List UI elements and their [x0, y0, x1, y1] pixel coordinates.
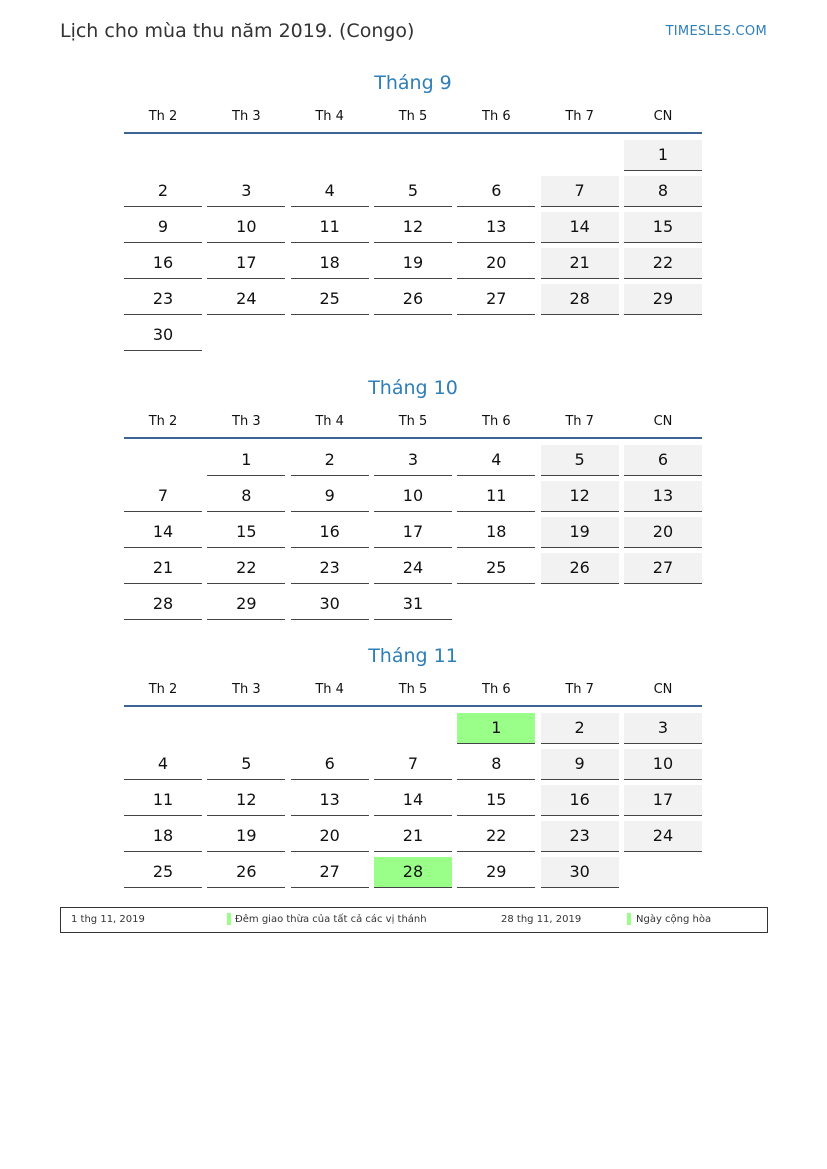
week-row	[124, 443, 702, 479]
day-cell[interactable]: 11	[291, 212, 369, 243]
day-cell[interactable]: 21	[124, 553, 202, 584]
empty-day-cell	[374, 713, 452, 743]
day-cell[interactable]: 12	[374, 212, 452, 243]
week-row	[124, 282, 702, 318]
legend-name-2: Ngày cộng hòa	[636, 914, 712, 925]
weekday-label: Th 4	[315, 682, 344, 697]
day-cell[interactable]: 29	[457, 857, 535, 888]
day-cell[interactable]: 25	[124, 857, 202, 888]
day-cell[interactable]: 3	[624, 713, 702, 744]
empty-day-cell	[457, 320, 535, 350]
empty-day-cell	[624, 320, 702, 350]
day-cell[interactable]: 21	[374, 821, 452, 852]
day-cell[interactable]: 13	[457, 212, 535, 243]
empty-day-cell	[291, 140, 369, 170]
day-cell[interactable]: 31	[374, 589, 452, 620]
holiday-swatch-2	[627, 913, 631, 925]
empty-day-cell	[624, 589, 702, 619]
day-cell[interactable]: 22	[457, 821, 535, 852]
weekday-label: Th 6	[482, 682, 511, 697]
weekday-header-row	[124, 681, 702, 705]
legend-date-1: 1 thg 11, 2019	[71, 914, 145, 925]
day-cell[interactable]: 22	[624, 248, 702, 279]
day-cell[interactable]: 5	[541, 445, 619, 476]
day-cell[interactable]: 10	[374, 481, 452, 512]
weekday-label: Th 2	[148, 414, 178, 429]
day-cell[interactable]: 30	[291, 589, 369, 620]
weekday-label: Th 5	[398, 414, 428, 429]
day-cell[interactable]: 14	[541, 212, 619, 243]
day-cell[interactable]: 9	[124, 212, 202, 243]
empty-day-cell	[124, 140, 202, 170]
day-cell[interactable]: 27	[291, 857, 369, 888]
empty-day-cell	[291, 713, 369, 743]
day-cell[interactable]: 29	[207, 589, 285, 620]
day-cell[interactable]: 7	[374, 749, 452, 780]
day-cell[interactable]: 28	[541, 284, 619, 315]
week-row	[124, 210, 702, 246]
day-cell[interactable]: 20	[624, 517, 702, 548]
weekday-label: Th 6	[482, 414, 511, 429]
weekday-label: Th 3	[232, 109, 261, 124]
header-divider	[124, 705, 702, 707]
month-november	[124, 641, 702, 891]
day-cell[interactable]: 15	[624, 212, 702, 243]
day-cell[interactable]: 8	[207, 481, 285, 512]
week-row	[124, 515, 702, 551]
legend-date-2: 28 thg 11, 2019	[501, 914, 582, 925]
weekday-label: CN	[653, 109, 673, 124]
day-cell[interactable]: 26	[541, 553, 619, 584]
day-cell[interactable]: 1	[457, 713, 535, 744]
weekday-label: CN	[653, 414, 673, 429]
weekday-label: Th 4	[315, 414, 344, 429]
day-cell[interactable]: 14	[124, 517, 202, 548]
empty-day-cell	[124, 445, 202, 475]
month-title: Tháng 10	[368, 377, 458, 399]
day-cell[interactable]: 3	[374, 445, 452, 476]
empty-day-cell	[457, 140, 535, 170]
week-row	[124, 174, 702, 210]
day-cell[interactable]: 2	[291, 445, 369, 476]
day-cell[interactable]: 2	[124, 176, 202, 207]
week-row	[124, 819, 702, 855]
weekday-label: Th 3	[232, 414, 261, 429]
brand-link[interactable]: TIMESLES.COM	[665, 24, 767, 39]
weekday-label: Th 4	[315, 109, 344, 124]
day-cell[interactable]: 30	[124, 320, 202, 351]
week-row	[124, 246, 702, 282]
week-row	[124, 318, 702, 354]
day-cell[interactable]: 7	[124, 481, 202, 512]
day-cell[interactable]: 8	[624, 176, 702, 207]
week-row	[124, 855, 702, 891]
day-cell[interactable]: 19	[207, 821, 285, 852]
day-cell[interactable]: 11	[457, 481, 535, 512]
holiday-swatch-1	[227, 913, 231, 925]
day-cell[interactable]: 26	[207, 857, 285, 888]
day-cell[interactable]: 10	[207, 212, 285, 243]
day-cell[interactable]: 19	[541, 517, 619, 548]
day-cell[interactable]: 12	[207, 785, 285, 816]
header-divider	[124, 437, 702, 439]
day-cell[interactable]: 17	[374, 517, 452, 548]
week-row	[124, 783, 702, 819]
empty-day-cell	[291, 320, 369, 350]
day-cell[interactable]: 18	[291, 248, 369, 279]
empty-day-cell	[541, 589, 619, 619]
month-september	[124, 68, 702, 354]
day-cell[interactable]: 14	[374, 785, 452, 816]
day-cell[interactable]: 22	[207, 553, 285, 584]
empty-day-cell	[541, 140, 619, 170]
day-cell[interactable]: 17	[207, 248, 285, 279]
day-cell[interactable]: 21	[541, 248, 619, 279]
weekday-label: CN	[653, 682, 673, 697]
day-cell[interactable]: 27	[457, 284, 535, 315]
weekday-label: Th 5	[398, 109, 428, 124]
day-cell[interactable]: 12	[541, 481, 619, 512]
day-cell[interactable]: 20	[291, 821, 369, 852]
day-cell[interactable]: 29	[624, 284, 702, 315]
day-cell[interactable]: 30	[541, 857, 619, 888]
weekday-label: Th 7	[565, 682, 594, 697]
day-cell[interactable]: 4	[124, 749, 202, 780]
week-row	[124, 711, 702, 747]
weekday-label: Th 6	[482, 109, 511, 124]
day-cell[interactable]: 1	[207, 445, 285, 476]
week-row	[124, 747, 702, 783]
day-cell[interactable]: 25	[457, 553, 535, 584]
day-cell[interactable]: 15	[207, 517, 285, 548]
day-cell[interactable]: 7	[541, 176, 619, 207]
week-row	[124, 587, 702, 623]
day-cell[interactable]: 19	[374, 248, 452, 279]
legend-name-1: Đêm giao thừa của tất cả các vị thánh	[235, 914, 427, 925]
weekday-label: Th 5	[398, 682, 428, 697]
day-cell[interactable]: 18	[457, 517, 535, 548]
day-cell[interactable]: 24	[624, 821, 702, 852]
day-cell[interactable]: 8	[457, 749, 535, 780]
day-cell[interactable]: 28	[124, 589, 202, 620]
week-row	[124, 479, 702, 515]
day-cell[interactable]: 5	[374, 176, 452, 207]
weekday-label: Th 7	[565, 414, 594, 429]
day-cell[interactable]: 9	[541, 749, 619, 780]
empty-day-cell	[541, 320, 619, 350]
weekday-label: Th 2	[148, 682, 178, 697]
day-cell[interactable]: 4	[457, 445, 535, 476]
day-cell[interactable]: 15	[457, 785, 535, 816]
weekday-header-row	[124, 108, 702, 132]
page-title: Lịch cho mùa thu năm 2019. (Congo)	[60, 20, 415, 42]
day-cell[interactable]: 11	[124, 785, 202, 816]
empty-day-cell	[374, 140, 452, 170]
day-cell[interactable]: 16	[291, 517, 369, 548]
day-cell[interactable]: 13	[291, 785, 369, 816]
header-divider	[124, 132, 702, 134]
weekday-label: Th 3	[232, 682, 261, 697]
weekday-label: Th 7	[565, 109, 594, 124]
empty-day-cell	[457, 589, 535, 619]
day-cell[interactable]: 9	[291, 481, 369, 512]
empty-day-cell	[207, 140, 285, 170]
weekday-label: Th 2	[148, 109, 178, 124]
day-cell[interactable]: 26	[374, 284, 452, 315]
day-cell[interactable]: 16	[124, 248, 202, 279]
weekday-header-row	[124, 413, 702, 437]
day-cell[interactable]: 6	[457, 176, 535, 207]
day-cell[interactable]: 3	[207, 176, 285, 207]
month-october	[124, 373, 702, 623]
day-cell[interactable]: 23	[541, 821, 619, 852]
week-row	[124, 138, 702, 174]
day-cell[interactable]: 24	[374, 553, 452, 584]
day-cell[interactable]: 6	[624, 445, 702, 476]
legend	[60, 907, 768, 933]
day-cell[interactable]: 10	[624, 749, 702, 780]
day-cell[interactable]: 4	[291, 176, 369, 207]
empty-day-cell	[624, 857, 702, 887]
day-cell[interactable]: 23	[124, 284, 202, 315]
week-row	[124, 551, 702, 587]
day-cell[interactable]: 20	[457, 248, 535, 279]
day-cell[interactable]: 13	[624, 481, 702, 512]
day-cell[interactable]: 23	[291, 553, 369, 584]
day-cell[interactable]: 5	[207, 749, 285, 780]
empty-day-cell	[207, 320, 285, 350]
month-title: Tháng 9	[374, 72, 452, 94]
empty-day-cell	[124, 713, 202, 743]
day-cell[interactable]: 24	[207, 284, 285, 315]
day-cell[interactable]: 25	[291, 284, 369, 315]
day-cell[interactable]: 28	[374, 857, 452, 888]
day-cell[interactable]: 16	[541, 785, 619, 816]
day-cell[interactable]: 27	[624, 553, 702, 584]
day-cell[interactable]: 17	[624, 785, 702, 816]
month-title: Tháng 11	[368, 645, 458, 667]
day-cell[interactable]: 18	[124, 821, 202, 852]
day-cell[interactable]: 1	[624, 140, 702, 171]
day-cell[interactable]: 2	[541, 713, 619, 744]
empty-day-cell	[374, 320, 452, 350]
empty-day-cell	[207, 713, 285, 743]
day-cell[interactable]: 6	[291, 749, 369, 780]
